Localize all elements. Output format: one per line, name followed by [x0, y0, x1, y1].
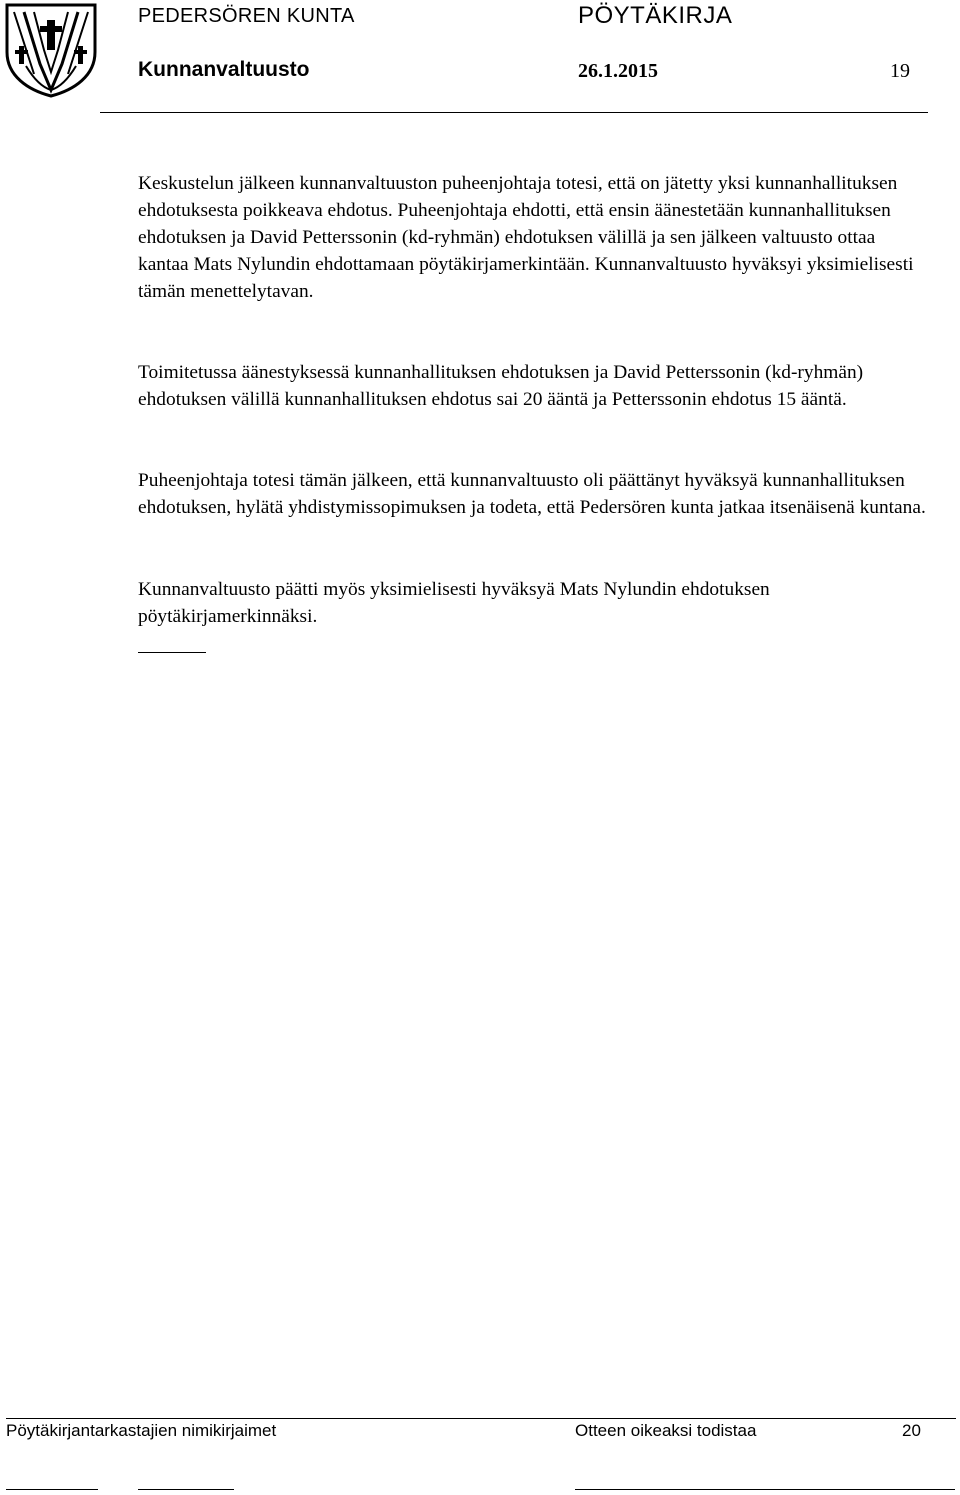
certification-signature-line: [575, 1489, 955, 1490]
initials-signature-line: [6, 1489, 98, 1490]
paragraph: Kunnanvaltuusto päätti myös yksimielisesti hyväksyä Mats Nylundin ehdotuksen pöytäkirjamerkinnäksi.: [138, 579, 770, 627]
initials-signature-line: [138, 1489, 234, 1490]
paragraph: Keskustelun jälkeen kunnanvaltuuston puheenjohtaja totesi, että on jätetty yksi kunnanhallituksen ehdotuksesta poikkeava ehdotus. Puheenjohtaja ehdotti, että ensin äänestetään kunnanhallituksen ehdotuksen ja David Petterssonin (kd-ryhmän) ehdotuksen välillä ja sen jälkeen valtuusto ottaa kantaa Mats Nylundin ehdottamaan pöytäkirjamerkintään. Kunnanvaltuusto hyväksyi yksimielisesti tämän menettelytavan.: [138, 173, 914, 302]
footer-divider: [6, 1418, 956, 1419]
paragraph: Puheenjohtaja totesi tämän jälkeen, että kunnanvaltuusto oli päättänyt hyväksyä kunnanhallituksen ehdotuksen, hylätä yhdistymissopimuksen ja todeta, että Pedersören kunta jatkaa itsenäisenä kuntana.: [138, 470, 926, 518]
footer-page-number: 20: [902, 1421, 921, 1440]
header-divider: [100, 112, 928, 113]
paragraph: Toimitetussa äänestyksessä kunnanhallituksen ehdotuksen ja David Petterssonin (kd-ryhmän) ehdotuksen välillä kunnanhallituksen ehdotus sai 20 ääntä ja Petterssonin ehdotus 15 ääntä.: [138, 362, 864, 410]
coat-of-arms-icon: [4, 2, 98, 98]
page-number: 19: [890, 60, 910, 82]
initials-label: Pöytäkirjantarkastajien nimikirjaimet: [6, 1421, 277, 1440]
governing-body: Kunnanvaltuusto: [138, 58, 310, 81]
document-type: PÖYTÄKIRJA: [578, 2, 733, 29]
meeting-date: 26.1.2015: [578, 60, 658, 82]
certified-label: Otteen oikeaksi todistaa: [575, 1421, 757, 1440]
section-end-rule: [138, 652, 206, 653]
organization-name: PEDERSÖREN KUNTA: [138, 5, 355, 27]
